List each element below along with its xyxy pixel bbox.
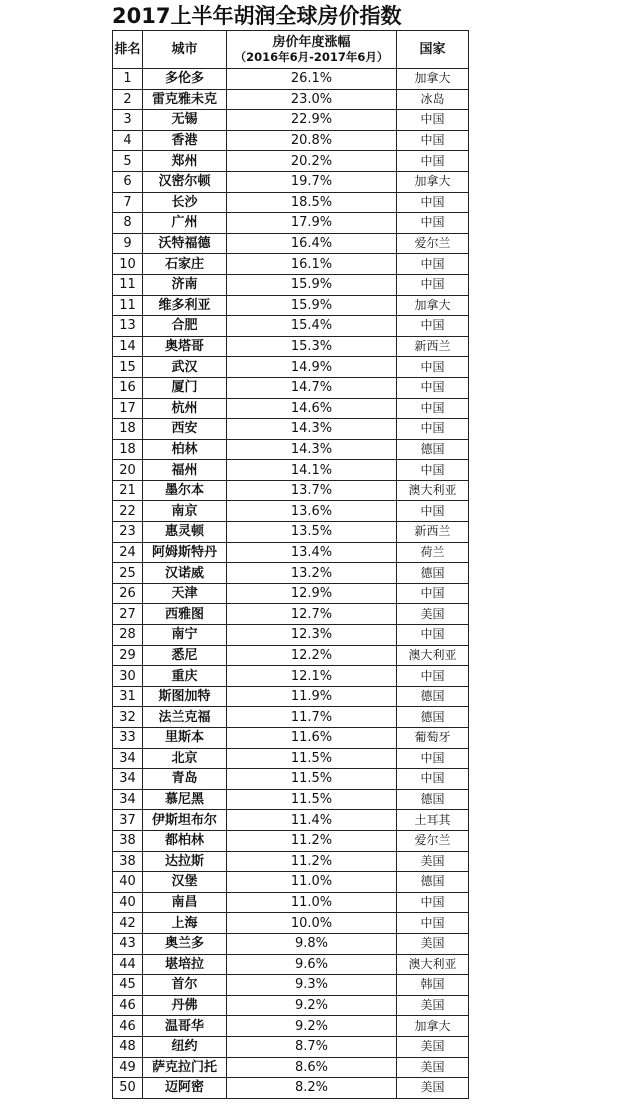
growth-cell: 9.3% <box>227 975 397 996</box>
table-row <box>113 830 469 851</box>
rank-cell: 18 <box>113 419 143 440</box>
city-cell: 惠灵顿 <box>143 522 227 543</box>
table-row <box>113 563 469 584</box>
table-row <box>113 542 469 563</box>
rank-cell: 16 <box>113 377 143 398</box>
table-row <box>113 1016 469 1037</box>
rank-cell: 29 <box>113 645 143 666</box>
rank-cell: 26 <box>113 583 143 604</box>
header-growth-period: （2016年6月-2017年6月） <box>234 49 389 64</box>
table-row <box>113 110 469 131</box>
table-row <box>113 130 469 151</box>
country-cell: 荷兰 <box>397 542 469 563</box>
country-cell: 中国 <box>397 151 469 172</box>
rank-cell: 3 <box>113 110 143 131</box>
country-cell: 美国 <box>397 604 469 625</box>
country-cell: 美国 <box>397 1057 469 1078</box>
rank-cell: 42 <box>113 913 143 934</box>
rank-cell: 20 <box>113 460 143 481</box>
growth-cell: 11.5% <box>227 769 397 790</box>
country-cell: 新西兰 <box>397 522 469 543</box>
table-row <box>113 1057 469 1078</box>
table-row <box>113 604 469 625</box>
table-row <box>113 398 469 419</box>
city-cell: 郑州 <box>143 151 227 172</box>
growth-cell: 12.3% <box>227 625 397 646</box>
country-cell: 中国 <box>397 254 469 275</box>
growth-cell: 15.4% <box>227 316 397 337</box>
country-cell: 韩国 <box>397 975 469 996</box>
country-cell: 中国 <box>397 357 469 378</box>
growth-cell: 18.5% <box>227 192 397 213</box>
country-cell: 加拿大 <box>397 1016 469 1037</box>
header-country: 国家 <box>397 31 469 69</box>
country-cell: 中国 <box>397 769 469 790</box>
rank-cell: 23 <box>113 522 143 543</box>
rank-cell: 1 <box>113 69 143 90</box>
country-cell: 澳大利亚 <box>397 645 469 666</box>
city-cell: 慕尼黑 <box>143 789 227 810</box>
country-cell: 中国 <box>397 501 469 522</box>
growth-cell: 14.6% <box>227 398 397 419</box>
growth-cell: 12.7% <box>227 604 397 625</box>
rank-cell: 10 <box>113 254 143 275</box>
city-cell: 汉堡 <box>143 872 227 893</box>
growth-cell: 15.9% <box>227 274 397 295</box>
table-row <box>113 171 469 192</box>
rank-cell: 13 <box>113 316 143 337</box>
rank-cell: 50 <box>113 1078 143 1099</box>
country-cell: 中国 <box>397 316 469 337</box>
table-row <box>113 583 469 604</box>
city-cell: 奥塔哥 <box>143 336 227 357</box>
country-cell: 爱尔兰 <box>397 233 469 254</box>
rank-cell: 45 <box>113 975 143 996</box>
city-cell: 堪培拉 <box>143 954 227 975</box>
table-row <box>113 625 469 646</box>
rank-cell: 38 <box>113 830 143 851</box>
country-cell: 德国 <box>397 872 469 893</box>
rank-cell: 24 <box>113 542 143 563</box>
table-row <box>113 975 469 996</box>
ranking-table <box>112 30 469 1099</box>
rank-cell: 31 <box>113 686 143 707</box>
city-cell: 香港 <box>143 130 227 151</box>
table-row <box>113 213 469 234</box>
table-row <box>113 501 469 522</box>
growth-cell: 13.6% <box>227 501 397 522</box>
country-cell: 美国 <box>397 1078 469 1099</box>
city-cell: 迈阿密 <box>143 1078 227 1099</box>
growth-cell: 22.9% <box>227 110 397 131</box>
table-row <box>113 336 469 357</box>
city-cell: 广州 <box>143 213 227 234</box>
rank-cell: 18 <box>113 439 143 460</box>
rank-cell: 21 <box>113 480 143 501</box>
table-row <box>113 69 469 90</box>
header-city: 城市 <box>143 31 227 69</box>
rank-cell: 34 <box>113 789 143 810</box>
country-cell: 中国 <box>397 274 469 295</box>
city-cell: 西雅图 <box>143 604 227 625</box>
growth-cell: 14.7% <box>227 377 397 398</box>
city-cell: 丹佛 <box>143 995 227 1016</box>
country-cell: 爱尔兰 <box>397 830 469 851</box>
city-cell: 里斯本 <box>143 728 227 749</box>
country-cell: 美国 <box>397 995 469 1016</box>
rank-cell: 11 <box>113 295 143 316</box>
country-cell: 加拿大 <box>397 171 469 192</box>
country-cell: 中国 <box>397 130 469 151</box>
growth-cell: 23.0% <box>227 89 397 110</box>
header-growth-title: 房价年度涨幅 <box>272 34 351 50</box>
table-row <box>113 522 469 543</box>
city-cell: 重庆 <box>143 666 227 687</box>
table-row <box>113 151 469 172</box>
rank-cell: 46 <box>113 995 143 1016</box>
city-cell: 无锡 <box>143 110 227 131</box>
country-cell: 德国 <box>397 789 469 810</box>
rank-cell: 17 <box>113 398 143 419</box>
country-cell: 中国 <box>397 748 469 769</box>
table-row <box>113 810 469 831</box>
city-cell: 武汉 <box>143 357 227 378</box>
city-cell: 沃特福德 <box>143 233 227 254</box>
rank-cell: 7 <box>113 192 143 213</box>
country-cell: 中国 <box>397 192 469 213</box>
growth-cell: 11.4% <box>227 810 397 831</box>
country-cell: 德国 <box>397 707 469 728</box>
growth-cell: 10.0% <box>227 913 397 934</box>
growth-cell: 20.8% <box>227 130 397 151</box>
growth-cell: 11.5% <box>227 748 397 769</box>
table-row <box>113 913 469 934</box>
table-row <box>113 377 469 398</box>
table-row <box>113 295 469 316</box>
growth-cell: 11.5% <box>227 789 397 810</box>
table-row <box>113 748 469 769</box>
growth-cell: 11.0% <box>227 892 397 913</box>
growth-cell: 9.2% <box>227 1016 397 1037</box>
table-row <box>113 707 469 728</box>
country-cell: 中国 <box>397 460 469 481</box>
table-row <box>113 954 469 975</box>
table-row <box>113 686 469 707</box>
growth-cell: 19.7% <box>227 171 397 192</box>
city-cell: 多伦多 <box>143 69 227 90</box>
country-cell: 德国 <box>397 563 469 584</box>
country-cell: 土耳其 <box>397 810 469 831</box>
country-cell: 冰岛 <box>397 89 469 110</box>
table-row <box>113 480 469 501</box>
growth-cell: 14.1% <box>227 460 397 481</box>
country-cell: 中国 <box>397 892 469 913</box>
growth-cell: 15.9% <box>227 295 397 316</box>
country-cell: 中国 <box>397 110 469 131</box>
rank-cell: 48 <box>113 1036 143 1057</box>
rank-cell: 6 <box>113 171 143 192</box>
country-cell: 中国 <box>397 913 469 934</box>
city-cell: 阿姆斯特丹 <box>143 542 227 563</box>
rank-cell: 8 <box>113 213 143 234</box>
country-cell: 中国 <box>397 398 469 419</box>
country-cell: 中国 <box>397 213 469 234</box>
city-cell: 石家庄 <box>143 254 227 275</box>
city-cell: 青岛 <box>143 769 227 790</box>
city-cell: 墨尔本 <box>143 480 227 501</box>
rank-cell: 2 <box>113 89 143 110</box>
table-header-row <box>113 31 469 69</box>
table-row <box>113 233 469 254</box>
city-cell: 萨克拉门托 <box>143 1057 227 1078</box>
city-cell: 杭州 <box>143 398 227 419</box>
city-cell: 柏林 <box>143 439 227 460</box>
table-row <box>113 666 469 687</box>
rank-cell: 4 <box>113 130 143 151</box>
country-cell: 加拿大 <box>397 69 469 90</box>
growth-cell: 9.6% <box>227 954 397 975</box>
rank-cell: 27 <box>113 604 143 625</box>
table-row <box>113 728 469 749</box>
header-rank: 排名 <box>113 31 143 69</box>
city-cell: 长沙 <box>143 192 227 213</box>
city-cell: 都柏林 <box>143 830 227 851</box>
growth-cell: 20.2% <box>227 151 397 172</box>
rank-cell: 49 <box>113 1057 143 1078</box>
city-cell: 汉诺威 <box>143 563 227 584</box>
growth-cell: 16.4% <box>227 233 397 254</box>
country-cell: 中国 <box>397 419 469 440</box>
city-cell: 悉尼 <box>143 645 227 666</box>
growth-cell: 14.3% <box>227 439 397 460</box>
table-row <box>113 851 469 872</box>
growth-cell: 13.5% <box>227 522 397 543</box>
growth-cell: 15.3% <box>227 336 397 357</box>
country-cell: 美国 <box>397 851 469 872</box>
growth-cell: 11.7% <box>227 707 397 728</box>
growth-cell: 9.8% <box>227 933 397 954</box>
city-cell: 斯图加特 <box>143 686 227 707</box>
rank-cell: 9 <box>113 233 143 254</box>
growth-cell: 11.9% <box>227 686 397 707</box>
city-cell: 南宁 <box>143 625 227 646</box>
country-cell: 澳大利亚 <box>397 954 469 975</box>
table-row <box>113 316 469 337</box>
city-cell: 上海 <box>143 913 227 934</box>
table-row <box>113 192 469 213</box>
table-row <box>113 1036 469 1057</box>
table-row <box>113 995 469 1016</box>
rank-cell: 5 <box>113 151 143 172</box>
city-cell: 天津 <box>143 583 227 604</box>
table-row <box>113 357 469 378</box>
city-cell: 福州 <box>143 460 227 481</box>
country-cell: 中国 <box>397 666 469 687</box>
growth-cell: 13.2% <box>227 563 397 584</box>
city-cell: 维多利亚 <box>143 295 227 316</box>
rank-cell: 22 <box>113 501 143 522</box>
city-cell: 法兰克福 <box>143 707 227 728</box>
city-cell: 厦门 <box>143 377 227 398</box>
rank-cell: 14 <box>113 336 143 357</box>
rank-cell: 11 <box>113 274 143 295</box>
rank-cell: 46 <box>113 1016 143 1037</box>
table-row <box>113 1078 469 1099</box>
city-cell: 南京 <box>143 501 227 522</box>
country-cell: 新西兰 <box>397 336 469 357</box>
rank-cell: 40 <box>113 872 143 893</box>
growth-cell: 8.7% <box>227 1036 397 1057</box>
growth-cell: 14.9% <box>227 357 397 378</box>
country-cell: 中国 <box>397 377 469 398</box>
rank-cell: 37 <box>113 810 143 831</box>
header-growth <box>227 31 397 69</box>
table-row <box>113 460 469 481</box>
growth-cell: 12.1% <box>227 666 397 687</box>
country-cell: 葡萄牙 <box>397 728 469 749</box>
city-cell: 达拉斯 <box>143 851 227 872</box>
rank-cell: 34 <box>113 748 143 769</box>
city-cell: 奥兰多 <box>143 933 227 954</box>
rank-cell: 28 <box>113 625 143 646</box>
city-cell: 济南 <box>143 274 227 295</box>
growth-cell: 12.2% <box>227 645 397 666</box>
country-cell: 加拿大 <box>397 295 469 316</box>
city-cell: 温哥华 <box>143 1016 227 1037</box>
growth-cell: 13.7% <box>227 480 397 501</box>
rank-cell: 40 <box>113 892 143 913</box>
rank-cell: 44 <box>113 954 143 975</box>
table-body <box>113 69 469 1099</box>
table-row <box>113 254 469 275</box>
rank-cell: 32 <box>113 707 143 728</box>
page-title: 2017上半年胡润全球房价指数 <box>112 4 402 28</box>
country-cell: 中国 <box>397 583 469 604</box>
country-cell: 美国 <box>397 933 469 954</box>
rank-cell: 25 <box>113 563 143 584</box>
table-row <box>113 769 469 790</box>
growth-cell: 11.0% <box>227 872 397 893</box>
country-cell: 德国 <box>397 686 469 707</box>
rank-cell: 43 <box>113 933 143 954</box>
city-cell: 伊斯坦布尔 <box>143 810 227 831</box>
growth-cell: 8.6% <box>227 1057 397 1078</box>
country-cell: 德国 <box>397 439 469 460</box>
growth-cell: 26.1% <box>227 69 397 90</box>
rank-cell: 33 <box>113 728 143 749</box>
growth-cell: 9.2% <box>227 995 397 1016</box>
table-row <box>113 274 469 295</box>
table-row <box>113 419 469 440</box>
growth-cell: 13.4% <box>227 542 397 563</box>
table-row <box>113 892 469 913</box>
rank-cell: 34 <box>113 769 143 790</box>
growth-cell: 8.2% <box>227 1078 397 1099</box>
country-cell: 中国 <box>397 625 469 646</box>
rank-cell: 15 <box>113 357 143 378</box>
city-cell: 西安 <box>143 419 227 440</box>
city-cell: 合肥 <box>143 316 227 337</box>
table-row <box>113 933 469 954</box>
city-cell: 首尔 <box>143 975 227 996</box>
growth-cell: 14.3% <box>227 419 397 440</box>
rank-cell: 38 <box>113 851 143 872</box>
growth-cell: 12.9% <box>227 583 397 604</box>
table-row <box>113 89 469 110</box>
table-row <box>113 645 469 666</box>
growth-cell: 11.6% <box>227 728 397 749</box>
table-row <box>113 789 469 810</box>
city-cell: 北京 <box>143 748 227 769</box>
city-cell: 南昌 <box>143 892 227 913</box>
growth-cell: 11.2% <box>227 830 397 851</box>
country-cell: 美国 <box>397 1036 469 1057</box>
growth-cell: 16.1% <box>227 254 397 275</box>
city-cell: 汉密尔顿 <box>143 171 227 192</box>
table-row <box>113 872 469 893</box>
growth-cell: 17.9% <box>227 213 397 234</box>
city-cell: 雷克雅未克 <box>143 89 227 110</box>
country-cell: 澳大利亚 <box>397 480 469 501</box>
rank-cell: 30 <box>113 666 143 687</box>
table-row <box>113 439 469 460</box>
growth-cell: 11.2% <box>227 851 397 872</box>
city-cell: 纽约 <box>143 1036 227 1057</box>
